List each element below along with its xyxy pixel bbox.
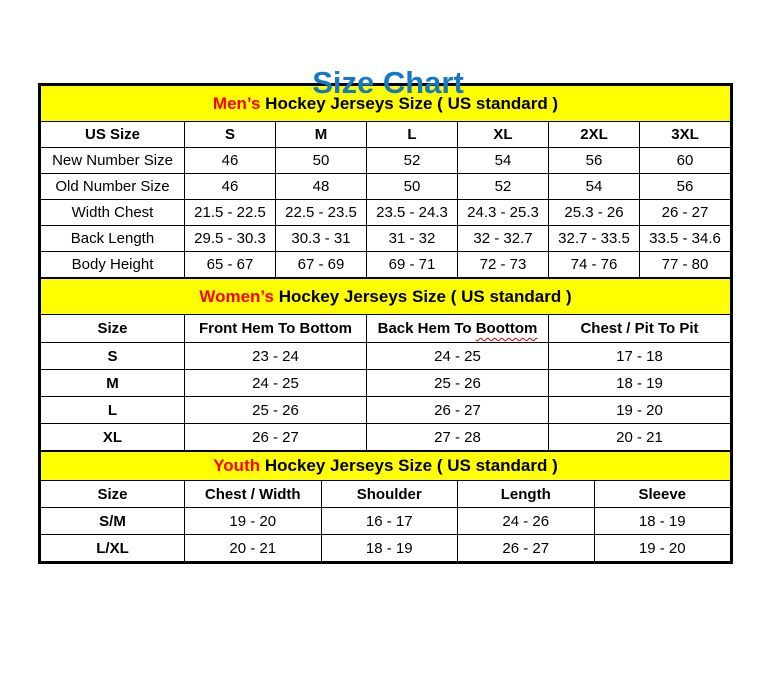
table-cell: 18 - 19: [549, 370, 731, 397]
table-cell: 16 - 17: [321, 508, 458, 535]
table-cell: 60: [640, 148, 731, 174]
row-label: Width Chest: [41, 200, 185, 226]
table-row: [41, 252, 731, 278]
table-cell: 24 - 26: [458, 508, 595, 535]
table-cell: 18 - 19: [594, 508, 731, 535]
column-header: Chest / Pit To Pit: [549, 315, 731, 343]
table-cell: 26 - 27: [367, 397, 549, 424]
table-row: [41, 343, 731, 370]
table-cell: 25 - 26: [367, 370, 549, 397]
table-cell: 23.5 - 24.3: [367, 200, 458, 226]
row-label: XL: [41, 424, 185, 451]
size-chart: [38, 83, 733, 564]
misspelled-word: Boottom: [475, 320, 538, 337]
mens-size-table: [40, 85, 731, 278]
table-cell: 50: [276, 148, 367, 174]
table-row: [41, 226, 731, 252]
table-cell: 24 - 25: [185, 370, 367, 397]
table-cell: 54: [549, 174, 640, 200]
table-row: [41, 370, 731, 397]
table-cell: 24 - 25: [367, 343, 549, 370]
table-cell: 30.3 - 31: [276, 226, 367, 252]
table-cell: 20 - 21: [549, 424, 731, 451]
column-header: L: [367, 122, 458, 148]
table-cell: 31 - 32: [367, 226, 458, 252]
womens-table-title: [41, 279, 731, 315]
table-row: [41, 397, 731, 424]
womens-band-row: [41, 279, 731, 315]
youth-title-highlight: Youth: [213, 456, 261, 475]
column-header: Front Hem To Bottom: [185, 315, 367, 343]
womens-size-table: [40, 278, 731, 451]
column-header-back-hem: [367, 315, 549, 343]
youth-title-rest: Hockey Jerseys Size ( US standard ): [260, 456, 558, 475]
row-label: Old Number Size: [41, 174, 185, 200]
row-label: M: [41, 370, 185, 397]
table-cell: 33.5 - 34.6: [640, 226, 731, 252]
youth-header-row: [41, 481, 731, 508]
womens-title-rest: Hockey Jerseys Size ( US standard ): [273, 286, 572, 306]
table-row: [41, 148, 731, 174]
youth-size-table: [40, 451, 731, 562]
table-cell: 24.3 - 25.3: [458, 200, 549, 226]
table-cell: 52: [458, 174, 549, 200]
page-title: Size Chart: [312, 65, 464, 100]
table-cell: 22.5 - 23.5: [276, 200, 367, 226]
column-header: Size: [41, 315, 185, 343]
table-cell: 56: [640, 174, 731, 200]
table-cell: 69 - 71: [367, 252, 458, 278]
table-cell: 56: [549, 148, 640, 174]
back-hem-label: Back Hem To: [377, 320, 472, 337]
column-header: XL: [458, 122, 549, 148]
table-cell: 17 - 18: [549, 343, 731, 370]
column-header: Size: [41, 481, 185, 508]
row-label: L/XL: [41, 535, 185, 562]
table-cell: 18 - 19: [321, 535, 458, 562]
table-row: [41, 200, 731, 226]
table-cell: 32.7 - 33.5: [549, 226, 640, 252]
table-cell: 21.5 - 22.5: [185, 200, 276, 226]
row-label: S: [41, 343, 185, 370]
table-cell: 50: [367, 174, 458, 200]
column-header: 2XL: [549, 122, 640, 148]
table-cell: 27 - 28: [367, 424, 549, 451]
table-cell: 48: [276, 174, 367, 200]
column-header: Shoulder: [321, 481, 458, 508]
table-cell: 19 - 20: [594, 535, 731, 562]
table-cell: 46: [185, 148, 276, 174]
column-header: Length: [458, 481, 595, 508]
table-cell: 20 - 21: [185, 535, 322, 562]
row-label: L: [41, 397, 185, 424]
table-cell: 25.3 - 26: [549, 200, 640, 226]
table-cell: 19 - 20: [549, 397, 731, 424]
table-row: [41, 535, 731, 562]
table-cell: 67 - 69: [276, 252, 367, 278]
table-cell: 25 - 26: [185, 397, 367, 424]
row-label: S/M: [41, 508, 185, 535]
youth-table-title: [41, 452, 731, 481]
youth-band-row: [41, 452, 731, 481]
table-cell: 32 - 32.7: [458, 226, 549, 252]
table-row: [41, 508, 731, 535]
row-label: Back Length: [41, 226, 185, 252]
table-cell: 26 - 27: [185, 424, 367, 451]
column-header: M: [276, 122, 367, 148]
mens-title-highlight: Men’s: [212, 93, 261, 113]
womens-header-row: [41, 315, 731, 343]
table-row: [41, 174, 731, 200]
table-cell: 72 - 73: [458, 252, 549, 278]
table-cell: 77 - 80: [640, 252, 731, 278]
column-header: S: [185, 122, 276, 148]
row-label: Body Height: [41, 252, 185, 278]
table-cell: 26 - 27: [640, 200, 731, 226]
mens-header-row: [41, 122, 731, 148]
table-cell: 29.5 - 30.3: [185, 226, 276, 252]
table-cell: 26 - 27: [458, 535, 595, 562]
column-header: 3XL: [640, 122, 731, 148]
table-cell: 54: [458, 148, 549, 174]
table-cell: 19 - 20: [185, 508, 322, 535]
womens-title-highlight: Women’s: [199, 286, 274, 306]
column-header: US Size: [41, 122, 185, 148]
row-label: New Number Size: [41, 148, 185, 174]
table-cell: 52: [367, 148, 458, 174]
table-cell: 74 - 76: [549, 252, 640, 278]
table-cell: 46: [185, 174, 276, 200]
table-cell: 23 - 24: [185, 343, 367, 370]
table-row: [41, 424, 731, 451]
column-header: Sleeve: [594, 481, 731, 508]
mens-title-rest: Hockey Jerseys Size ( US standard ): [260, 93, 559, 113]
table-cell: 65 - 67: [185, 252, 276, 278]
column-header: Chest / Width: [185, 481, 322, 508]
